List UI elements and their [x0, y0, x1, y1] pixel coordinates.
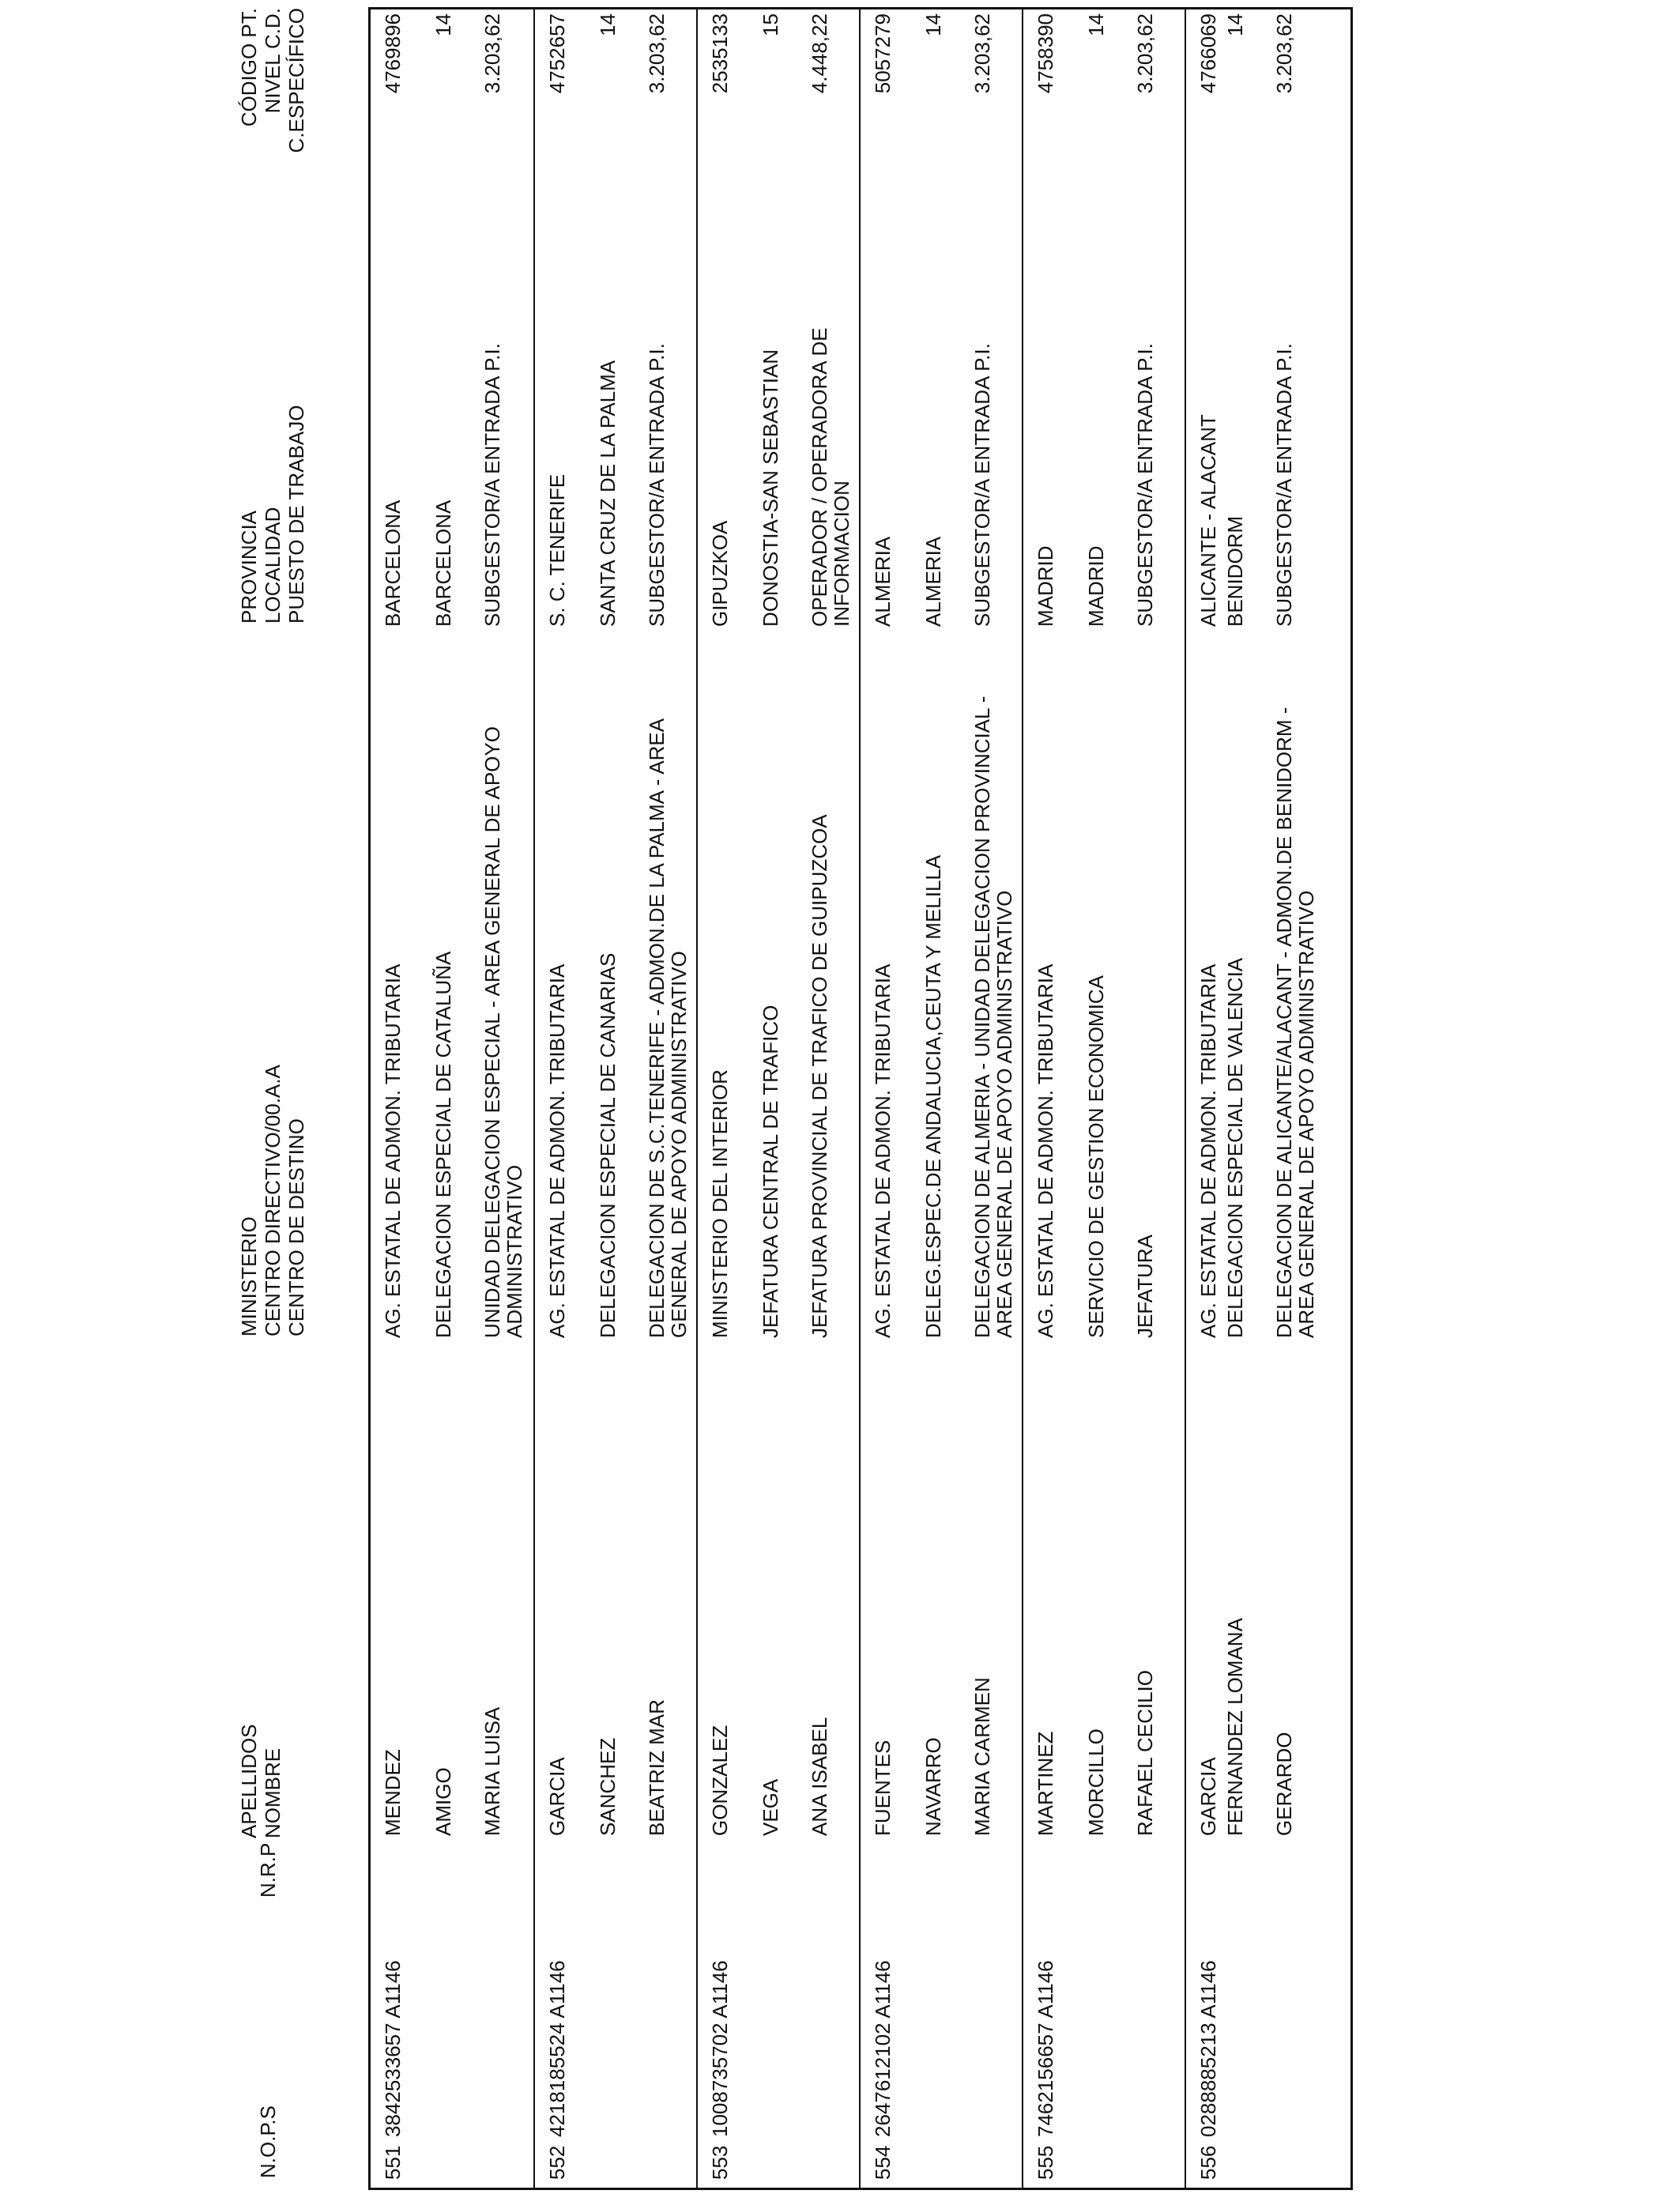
centro-directivo: DELEG.ESPEC.DE ANDALUCIA,CEUTA Y MELILLA [921, 854, 945, 1338]
header-nombre-line: NOMBRE [261, 1747, 284, 1838]
provincia: S. C. TENERIFE [545, 473, 569, 627]
nivel-cd: 15 [759, 13, 782, 36]
nivel-cd: 14 [431, 13, 455, 36]
complemento-especifico: 3.203,62 [480, 13, 504, 94]
nombre: RAFAEL CECILIO [1133, 1670, 1157, 1836]
provincia: MADRID [1034, 545, 1057, 627]
nrp-value: 2647612102 A1146 [871, 1960, 895, 2137]
table-row [859, 9, 1022, 2188]
table-row [1185, 9, 1350, 2188]
nops-number: 556 [1196, 2145, 1220, 2180]
centro-destino: UNIDAD DELEGACION ESPECIAL - AREA GENERAL DE APOYO ADMINISTRATIVO [480, 726, 526, 1338]
header-nrp: N.R.P [256, 1842, 280, 1898]
puesto-trabajo: SUBGESTOR/A ENTRADA P.I. [645, 343, 669, 627]
complemento-especifico: 4.448,22 [808, 13, 831, 94]
centro-directivo: JEFATURA CENTRAL DE TRAFICO [759, 1005, 782, 1338]
puesto-trabajo: SUBGESTOR/A ENTRADA P.I. [1272, 343, 1296, 627]
nrp-value: 3842533657 A1146 [381, 1960, 405, 2137]
ministerio: AG. ESTATAL DE ADMON. TRIBUTARIA [1034, 963, 1057, 1338]
header-codigo-line: CÓDIGO PT. [237, 8, 261, 127]
nops-number: 554 [871, 2145, 895, 2180]
localidad: ALMERIA [921, 536, 945, 627]
header-nivel-line: NIVEL C.D. [261, 8, 284, 114]
centro-directivo: DELEGACION ESPECIAL DE CATALUÑA [431, 951, 455, 1338]
nops-number: 551 [381, 2145, 405, 2180]
codigo-pt: 4769896 [381, 13, 405, 94]
header-nops: N.O.P.S [256, 2105, 280, 2178]
nops-number: 552 [545, 2145, 569, 2180]
centro-directivo: DELEGACION ESPECIAL DE VALENCIA [1223, 957, 1247, 1338]
header-apellidos-line: APELLIDOS [237, 1724, 261, 1838]
header-codigo [237, 8, 308, 153]
table-row [533, 9, 696, 2188]
apellido1: MENDEZ [381, 1749, 405, 1836]
nrp-value: 1008735702 A1146 [708, 1960, 732, 2137]
localidad: DONOSTIA-SAN SEBASTIAN [759, 349, 782, 627]
localidad: SANTA CRUZ DE LA PALMA [596, 360, 620, 627]
provincia: GIPUZKOA [708, 520, 732, 627]
nombre: ANA ISABEL [808, 1717, 831, 1836]
puesto-trabajo: SUBGESTOR/A ENTRADA P.I. [1133, 343, 1157, 627]
apellido1: GONZALEZ [708, 1725, 732, 1836]
nombre: BEATRIZ MAR [645, 1699, 669, 1836]
header-especifico-line: C.ESPECÍFICO [284, 8, 308, 153]
header-ministerio-line: MINISTERIO [237, 1216, 261, 1336]
nivel-cd: 14 [1223, 13, 1247, 36]
ministerio: AG. ESTATAL DE ADMON. TRIBUTARIA [381, 963, 405, 1338]
header-puesto-line: PUESTO DE TRABAJO [284, 405, 308, 624]
provincia: BARCELONA [381, 499, 405, 627]
puesto-trabajo: OPERADOR / OPERADORA DE INFORMACION [808, 327, 853, 627]
nombre: GERARDO [1272, 1732, 1296, 1836]
centro-destino: JEFATURA [1133, 1235, 1157, 1338]
header-provincia [237, 405, 308, 624]
nrp-value: 0288885213 A1146 [1196, 1960, 1220, 2137]
apellido2: VEGA [759, 1778, 782, 1836]
header-apellidos [237, 1724, 284, 1838]
localidad: MADRID [1084, 545, 1108, 627]
centro-destino: DELEGACION DE ALMERIA - UNIDAD DELEGACION PROVINCIAL - AREA GENERAL DE APOYO ADMINISTRATIVO [970, 696, 1016, 1338]
centro-directivo: DELEGACION ESPECIAL DE CANARIAS [596, 952, 620, 1338]
centro-destino: JEFATURA PROVINCIAL DE TRAFICO DE GUIPUZCOA [808, 814, 831, 1338]
table-row [696, 9, 859, 2188]
header-centro-destino-line: CENTRO DE DESTINO [284, 1118, 308, 1336]
nops-number: 555 [1034, 2145, 1057, 2180]
apellido1: MARTINEZ [1034, 1731, 1057, 1836]
nombre: MARIA CARMEN [970, 1677, 994, 1836]
nombre: MARIA LUISA [480, 1706, 504, 1836]
header-ministerio [237, 1065, 308, 1336]
puesto-trabajo: SUBGESTOR/A ENTRADA P.I. [480, 343, 504, 627]
complemento-especifico: 3.203,62 [970, 13, 994, 94]
apellido1: GARCIA [1196, 1757, 1220, 1836]
codigo-pt: 4766069 [1196, 13, 1220, 94]
complemento-especifico: 3.203,62 [1133, 13, 1157, 94]
header-provincia-line: PROVINCIA [237, 510, 261, 624]
provincia: ALMERIA [871, 536, 895, 627]
nrp-value: 7462156657 A1146 [1034, 1960, 1057, 2137]
nivel-cd: 14 [921, 13, 945, 36]
ministerio: AG. ESTATAL DE ADMON. TRIBUTARIA [1196, 963, 1220, 1338]
centro-destino: DELEGACION DE ALICANTE/ALACANT - ADMON.DE BENIDORM - AREA GENERAL DE APOYO ADMINISTRATIVO [1272, 707, 1318, 1338]
codigo-pt: 4758390 [1034, 13, 1057, 94]
ministerio: MINISTERIO DEL INTERIOR [708, 1069, 732, 1338]
apellido2: SANCHEZ [596, 1737, 620, 1836]
centro-directivo: SERVICIO DE GESTION ECONOMICA [1084, 975, 1108, 1338]
localidad: BENIDORM [1223, 515, 1247, 627]
header-centro-directivo-line: CENTRO DIRECTIVO/00.A.A [261, 1065, 284, 1336]
table-row [1022, 9, 1185, 2188]
apellido2: FERNANDEZ LOMANA [1223, 1618, 1247, 1836]
complemento-especifico: 3.203,62 [1272, 13, 1296, 94]
provincia: ALICANTE - ALACANT [1196, 414, 1220, 627]
puesto-trabajo: SUBGESTOR/A ENTRADA P.I. [970, 343, 994, 627]
apellido2: NAVARRO [921, 1737, 945, 1836]
apellido2: MORCILLO [1084, 1728, 1108, 1836]
nivel-cd: 14 [596, 13, 620, 36]
codigo-pt: 2535133 [708, 13, 732, 94]
nops-number: 553 [708, 2145, 732, 2180]
nrp-value: 4218185524 A1146 [545, 1960, 569, 2137]
column-headers [0, 0, 371, 2194]
complemento-especifico: 3.203,62 [645, 13, 669, 94]
records-table [368, 7, 1353, 2190]
ministerio: AG. ESTATAL DE ADMON. TRIBUTARIA [545, 963, 569, 1338]
localidad: BARCELONA [431, 499, 455, 627]
apellido2: AMIGO [431, 1767, 455, 1836]
ministerio: AG. ESTATAL DE ADMON. TRIBUTARIA [871, 963, 895, 1338]
table-row [371, 9, 533, 2188]
apellido1: FUENTES [871, 1740, 895, 1836]
codigo-pt: 4752657 [545, 13, 569, 94]
header-localidad-line: LOCALIDAD [261, 507, 284, 624]
nivel-cd: 14 [1084, 13, 1108, 36]
centro-destino: DELEGACION DE S.C.TENERIFE - ADMON.DE LA PALMA - AREA GENERAL DE APOYO ADMINISTRATIVO [645, 719, 691, 1338]
apellido1: GARCIA [545, 1757, 569, 1836]
codigo-pt: 5057279 [871, 13, 895, 94]
